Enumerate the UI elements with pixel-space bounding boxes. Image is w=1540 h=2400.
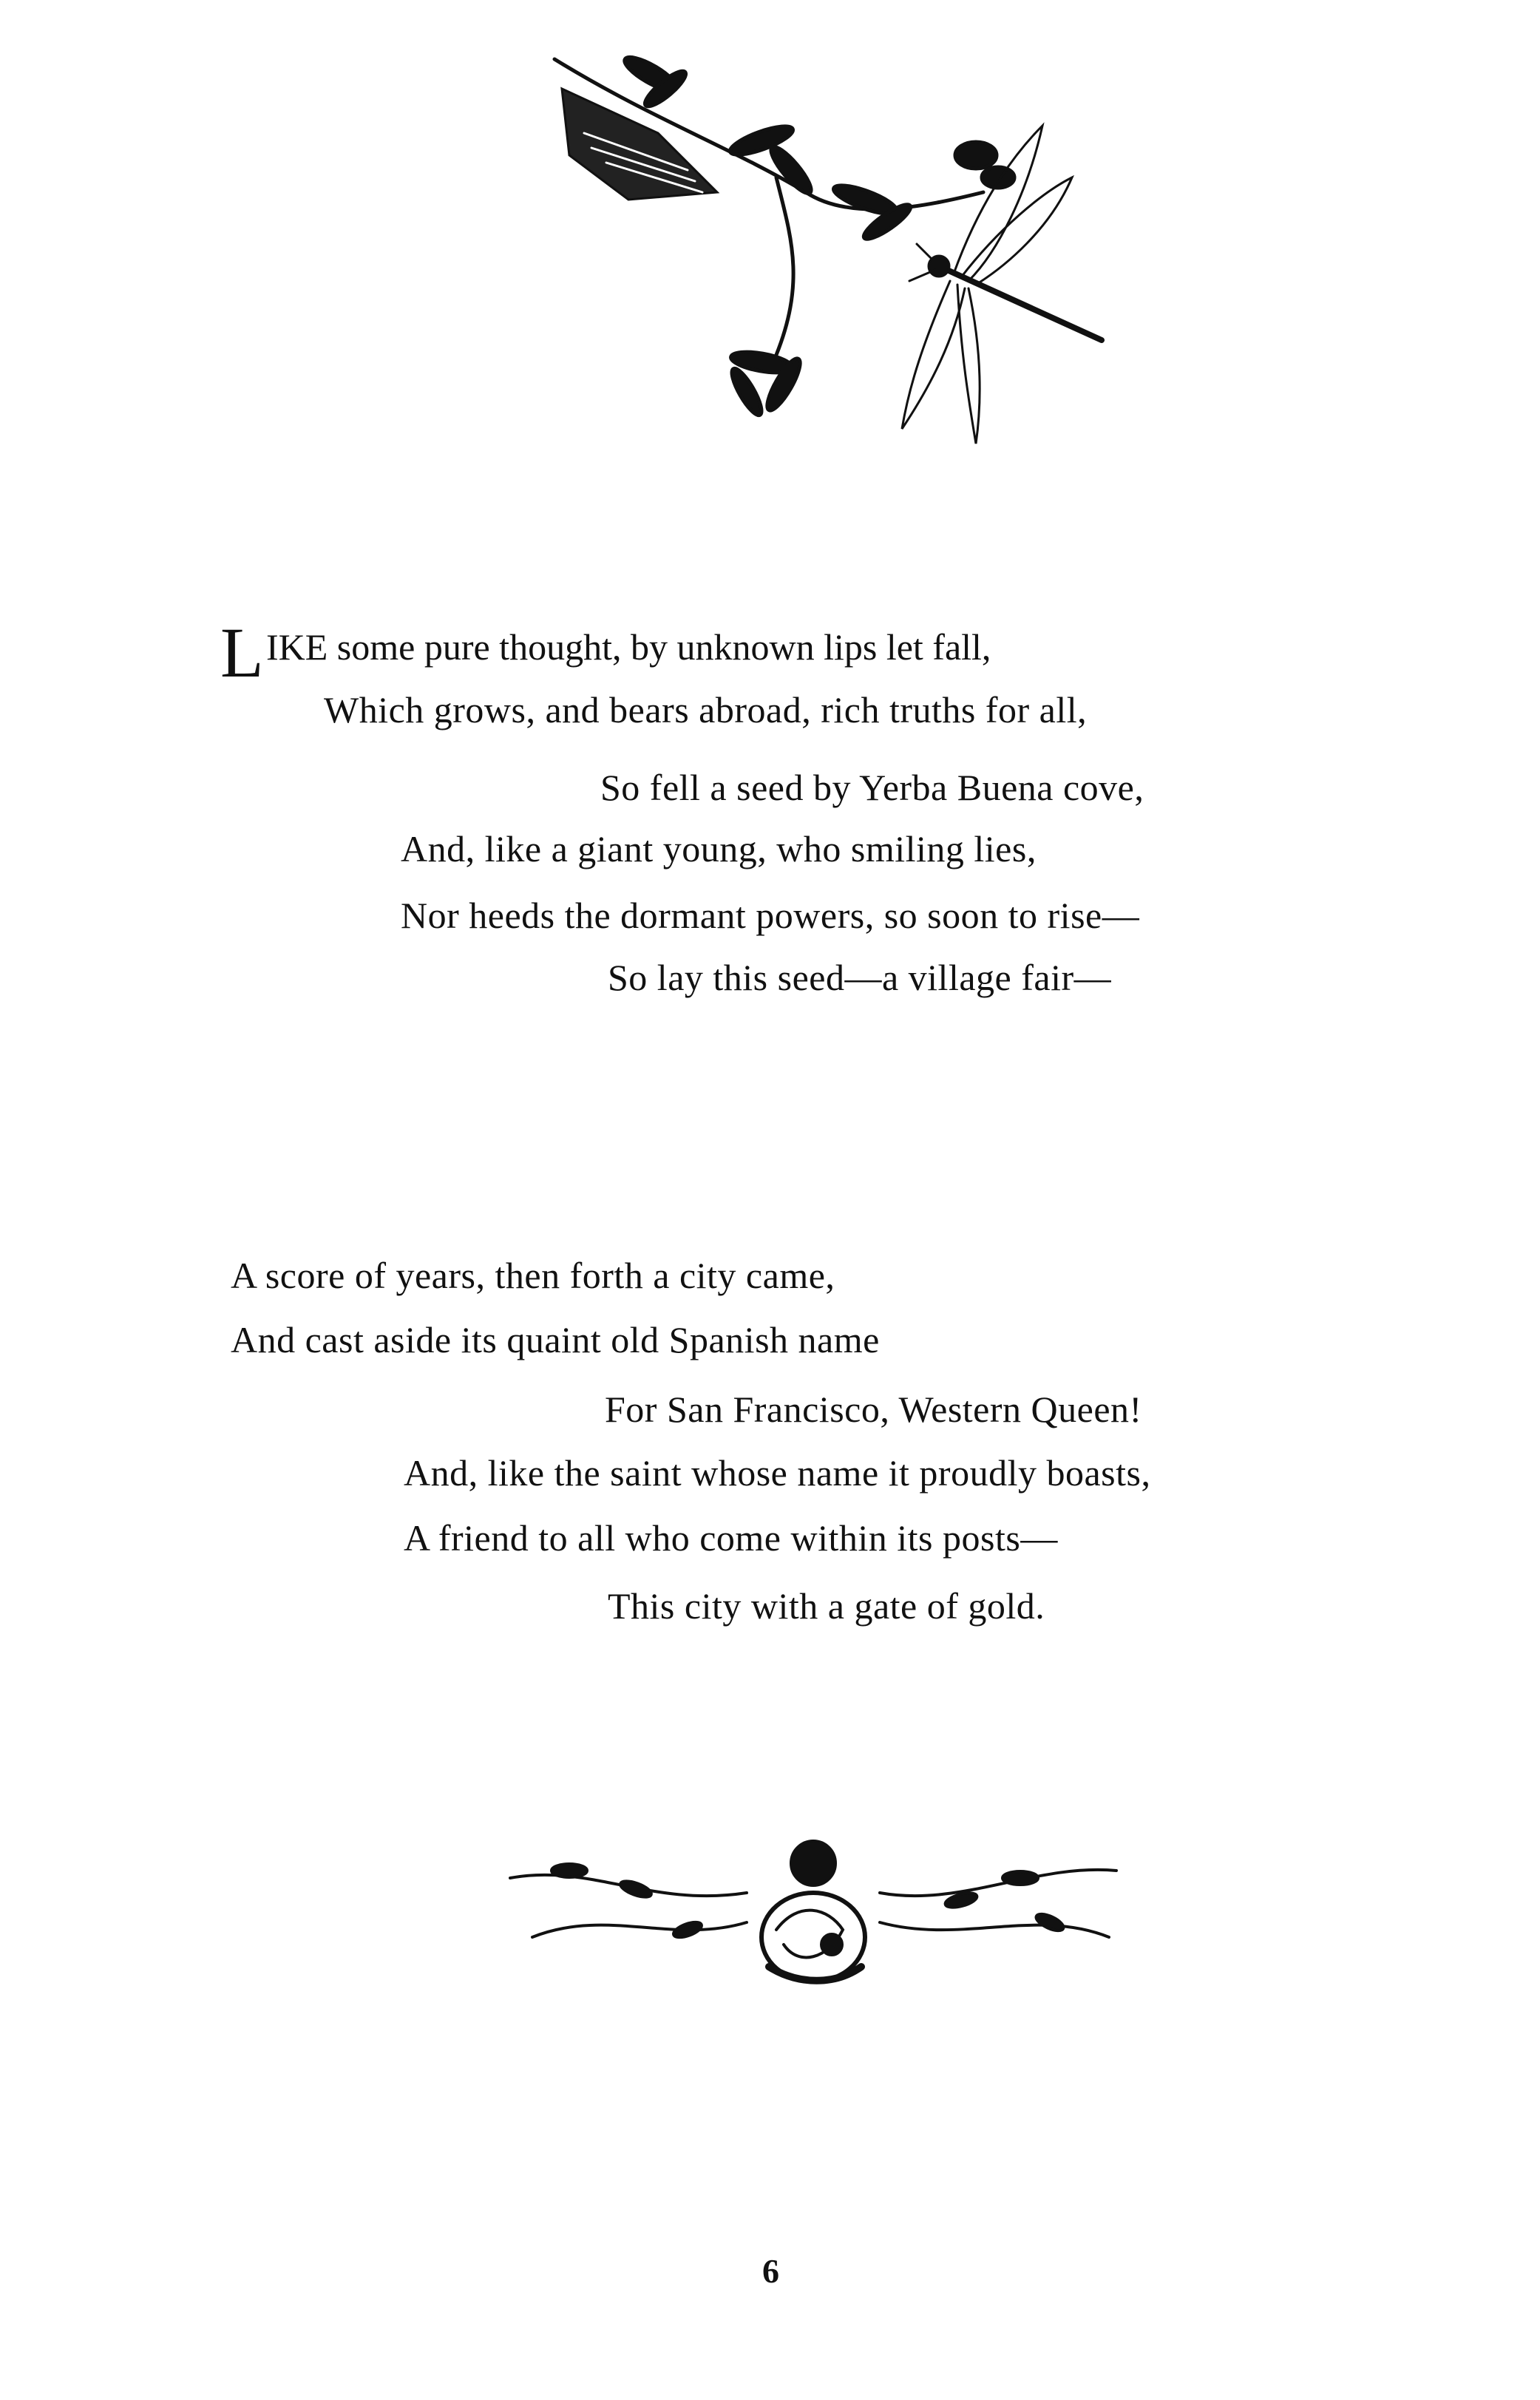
poem-line-2-4: And, like the saint whose name it proudly boasts, xyxy=(404,1452,1151,1494)
flower-dragonfly-illustration xyxy=(540,44,1146,458)
page-number: 6 xyxy=(762,2252,779,2290)
poem-line-2-6: This city with a gate of gold. xyxy=(608,1585,1045,1627)
poem-line-2-1: A score of years, then forth a city came, xyxy=(231,1255,835,1296)
poem-line-1-3: So fell a seed by Yerba Buena cove, xyxy=(600,767,1144,808)
poem-line-1-5: Nor heeds the dormant powers, so soon to rise— xyxy=(401,895,1140,936)
vine-ornament xyxy=(503,1819,1124,1989)
poem-line-1-4: And, like a giant young, who smiling lies, xyxy=(401,828,1037,870)
poem-line-2-5: A friend to all who come within its posts— xyxy=(404,1517,1058,1559)
poem-line-2-3: For San Francisco, Western Queen! xyxy=(605,1389,1142,1430)
poem-line-1-2: Which grows, and bears abroad, rich truths for all, xyxy=(324,689,1088,730)
poem-line-1-1: IKE some pure thought, by unknown lips let fall, xyxy=(266,626,991,668)
drop-cap-letter: L xyxy=(220,613,264,692)
poem-line-2-2: And cast aside its quaint old Spanish name xyxy=(231,1319,880,1360)
poem-line-1-6: So lay this seed—a village fair— xyxy=(608,957,1112,998)
